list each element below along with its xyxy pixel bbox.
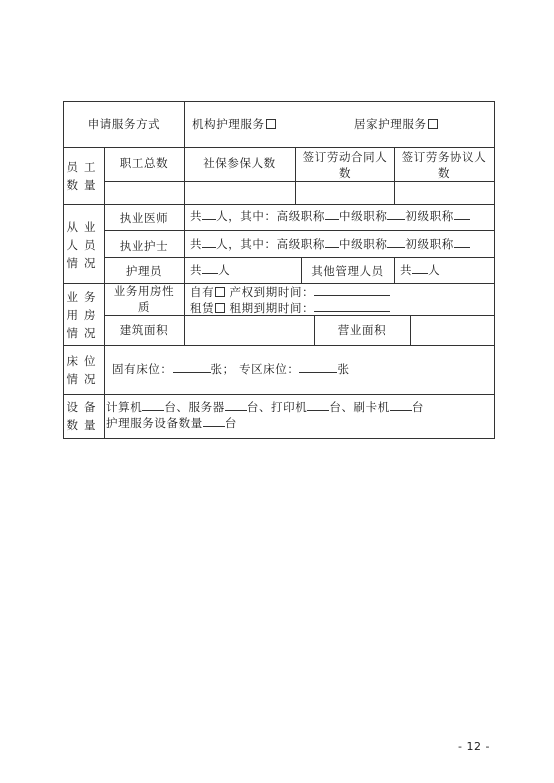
- nursing-worker-count: 共 人: [190, 263, 231, 277]
- rented-checkbox[interactable]: [215, 303, 225, 313]
- card-reader-blank[interactable]: [390, 399, 412, 411]
- nurse-middle-blank[interactable]: [387, 236, 405, 248]
- staff-header-labor-contract: 签订劳动合同人数: [302, 150, 388, 180]
- nurse-total-blank[interactable]: [202, 236, 216, 248]
- premises-label: 业务用房情况: [66, 290, 102, 340]
- fixed-beds-blank[interactable]: [173, 361, 211, 373]
- rented-line: 租赁 租期到期时间：: [190, 300, 390, 316]
- nurse-junior-blank[interactable]: [454, 236, 470, 248]
- business-area-label: 营业面积: [337, 323, 387, 337]
- computer-blank[interactable]: [142, 399, 164, 411]
- beds-label: 床位情况: [66, 354, 102, 386]
- doctor-total-blank[interactable]: [202, 208, 216, 220]
- beds-line: 固有床位： 张； 专区床位： 张: [112, 362, 350, 376]
- staff-header-insured: 社保参保人数: [203, 156, 276, 170]
- printer-blank[interactable]: [307, 399, 329, 411]
- institution-care-checkbox[interactable]: [266, 119, 276, 129]
- nurse-label: 执业护士: [119, 239, 169, 253]
- owned-due-blank[interactable]: [314, 284, 390, 296]
- nurse-count-line: 共 人，其中：高级职称 中级职称 初级职称: [190, 236, 470, 252]
- server-blank[interactable]: [225, 399, 247, 411]
- premises-nature-label: 业务用房性质: [113, 284, 175, 314]
- equipment-label: 设备数量: [66, 400, 102, 432]
- doctor-label: 执业医师: [119, 211, 169, 225]
- other-manager-count: 共 人: [400, 263, 441, 277]
- care-devices-blank[interactable]: [203, 415, 225, 427]
- building-area-label: 建筑面积: [119, 323, 169, 337]
- other-manager-label: 其他管理人员: [311, 264, 384, 278]
- doctor-senior-blank[interactable]: [325, 208, 339, 220]
- staff-header-total: 职工总数: [119, 156, 169, 170]
- nurse-senior-blank[interactable]: [325, 236, 339, 248]
- application-form-table: [63, 101, 495, 439]
- nursing-worker-label: 护理员: [125, 264, 163, 278]
- equipment-line-2: 护理服务设备数量 台: [106, 416, 237, 430]
- other-manager-blank[interactable]: [412, 262, 428, 274]
- service-mode-label: 申请服务方式: [87, 117, 161, 131]
- doctor-middle-blank[interactable]: [387, 208, 405, 220]
- page-number: - 12 -: [458, 740, 490, 753]
- staff-header-service-agreement: 签订劳务协议人数: [401, 150, 487, 180]
- rented-due-blank[interactable]: [314, 300, 390, 312]
- home-care-option: 居家护理服务: [354, 117, 438, 132]
- owned-checkbox[interactable]: [215, 287, 225, 297]
- institution-care-option: 机构护理服务: [192, 117, 276, 132]
- owned-line: 自有 产权到期时间：: [190, 284, 390, 300]
- equipment-line-1: 计算机 台、服务器 台、打印机 台、刷卡机 台: [106, 400, 424, 414]
- special-beds-blank[interactable]: [299, 361, 337, 373]
- doctor-count-line: 共 人，其中：高级职称 中级职称 初级职称: [190, 208, 470, 224]
- practitioners-label: 从业人员情况: [66, 220, 102, 270]
- doctor-junior-blank[interactable]: [454, 208, 470, 220]
- home-care-checkbox[interactable]: [428, 119, 438, 129]
- staff-count-label: 员工数量: [66, 160, 102, 192]
- nursing-worker-blank[interactable]: [202, 262, 218, 274]
